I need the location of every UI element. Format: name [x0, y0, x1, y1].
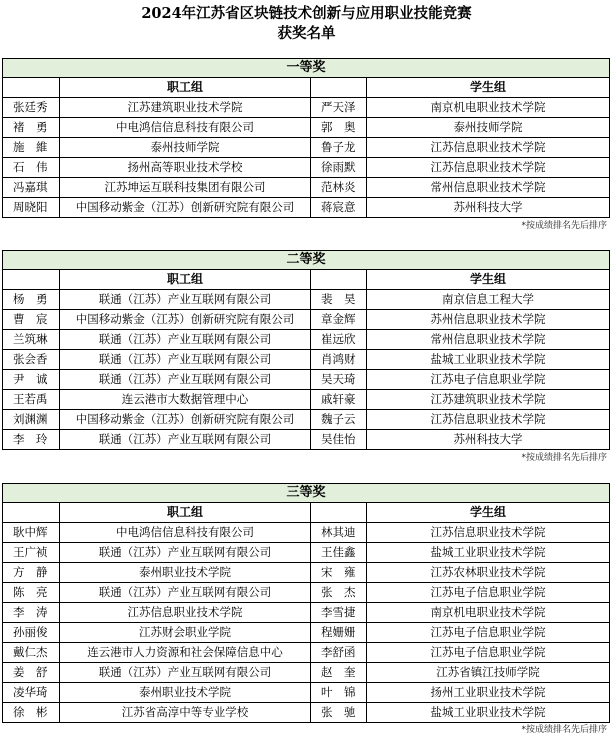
staff-name-cell: 刘渊渊	[3, 410, 60, 430]
staff-org-cell: 联通（江苏）产业互联网有限公司	[60, 290, 311, 310]
student-group-header: 学生组	[367, 503, 610, 523]
student-org-cell: 常州信息职业技术学院	[367, 178, 610, 198]
staff-name-cell: 王若禹	[3, 390, 60, 410]
student-name-cell: 宋 雍	[311, 563, 367, 583]
student-org-cell: 盐城工业职业技术学院	[367, 543, 610, 563]
table-row	[3, 430, 610, 450]
student-name-cell: 崔远欣	[311, 330, 367, 350]
staff-org-cell: 中国移动紫金（江苏）创新研究院有限公司	[60, 410, 311, 430]
student-name-cell: 叶 锦	[311, 683, 367, 703]
staff-name-cell: 方 静	[3, 563, 60, 583]
award-section	[2, 58, 609, 218]
student-org-cell: 南京信息工程大学	[367, 290, 610, 310]
staff-name-cell: 石 伟	[3, 158, 60, 178]
student-org-cell: 江苏建筑职业技术学院	[367, 390, 610, 410]
student-name-cell: 戚轩豪	[311, 390, 367, 410]
staff-org-cell: 联通（江苏）产业互联网有限公司	[60, 663, 311, 683]
document-subtitle: 获奖名单	[277, 25, 336, 42]
staff-group-header: 职工组	[60, 270, 311, 290]
student-name-cell: 章金辉	[311, 310, 367, 330]
table-row	[3, 310, 610, 330]
student-name-cell: 李雪捷	[311, 603, 367, 623]
ranking-note: *按成绩排名先后排序	[521, 725, 607, 735]
staff-name-cell: 王广祯	[3, 543, 60, 563]
staff-name-cell: 兰筑琳	[3, 330, 60, 350]
student-name-cell: 范林炎	[311, 178, 367, 198]
staff-name-cell: 孙丽俊	[3, 623, 60, 643]
staff-group-header: 职工组	[60, 78, 311, 98]
table-row	[3, 663, 610, 683]
table-row	[3, 198, 610, 218]
staff-name-cell: 李 涛	[3, 603, 60, 623]
staff-org-cell: 泰州职业技术学院	[60, 683, 311, 703]
staff-name-cell: 冯嘉琪	[3, 178, 60, 198]
student-group-header: 学生组	[367, 270, 610, 290]
student-name-cell: 王佳鑫	[311, 543, 367, 563]
award-level-heading: 一等奖	[3, 59, 610, 78]
student-name-cell: 肖鸿财	[311, 350, 367, 370]
staff-name-header	[3, 503, 60, 523]
table-row	[3, 563, 610, 583]
staff-org-cell: 联通（江苏）产业互联网有限公司	[60, 330, 311, 350]
table-row	[3, 138, 610, 158]
table-row	[3, 330, 610, 350]
table-row	[3, 390, 610, 410]
award-level-heading: 三等奖	[3, 484, 610, 503]
staff-name-cell: 尹 诚	[3, 370, 60, 390]
staff-name-cell: 戴仁杰	[3, 643, 60, 663]
staff-name-header	[3, 78, 60, 98]
student-org-cell: 苏州科技大学	[367, 198, 610, 218]
award-table	[2, 58, 610, 218]
student-name-cell: 魏子云	[311, 410, 367, 430]
student-org-cell: 江苏电子信息职业学院	[367, 643, 610, 663]
award-table	[2, 250, 610, 450]
student-org-cell: 苏州科技大学	[367, 430, 610, 450]
student-org-cell: 江苏信息职业技术学院	[367, 158, 610, 178]
staff-name-cell: 张廷秀	[3, 98, 60, 118]
award-section	[2, 483, 609, 723]
student-name-header	[311, 503, 367, 523]
staff-org-cell: 连云港市大数据管理中心	[60, 390, 311, 410]
table-row	[3, 703, 610, 723]
staff-org-cell: 扬州高等职业技术学校	[60, 158, 311, 178]
staff-org-cell: 联通（江苏）产业互联网有限公司	[60, 430, 311, 450]
student-org-cell: 江苏电子信息职业学院	[367, 583, 610, 603]
staff-org-cell: 联通（江苏）产业互联网有限公司	[60, 543, 311, 563]
staff-name-cell: 张会香	[3, 350, 60, 370]
staff-name-cell: 褚 勇	[3, 118, 60, 138]
staff-name-cell: 耿中辉	[3, 523, 60, 543]
staff-name-header	[3, 270, 60, 290]
student-org-cell: 江苏信息职业技术学院	[367, 138, 610, 158]
table-row	[3, 603, 610, 623]
staff-org-cell: 泰州职业技术学院	[60, 563, 311, 583]
table-row	[3, 623, 610, 643]
student-org-cell: 盐城工业职业技术学院	[367, 703, 610, 723]
student-name-header	[311, 270, 367, 290]
table-row	[3, 643, 610, 663]
student-name-cell: 蒋宸意	[311, 198, 367, 218]
student-name-cell: 赵 奎	[311, 663, 367, 683]
student-org-cell: 扬州工业职业技术学院	[367, 683, 610, 703]
table-row	[3, 98, 610, 118]
staff-org-cell: 江苏坤运互联科技集团有限公司	[60, 178, 311, 198]
document-title: 2024年江苏省区块链技术创新与应用职业技能竞赛	[141, 5, 472, 22]
award-section	[2, 250, 609, 450]
staff-name-cell: 徐 彬	[3, 703, 60, 723]
student-name-cell: 郭 奥	[311, 118, 367, 138]
staff-org-cell: 江苏建筑职业技术学院	[60, 98, 311, 118]
student-org-cell: 苏州信息职业技术学院	[367, 310, 610, 330]
staff-org-cell: 中国移动紫金（江苏）创新研究院有限公司	[60, 198, 311, 218]
student-name-header	[311, 78, 367, 98]
student-org-cell: 江苏农林职业技术学院	[367, 563, 610, 583]
staff-org-cell: 中国移动紫金（江苏）创新研究院有限公司	[60, 310, 311, 330]
staff-name-cell: 杨 勇	[3, 290, 60, 310]
student-org-cell: 泰州技师学院	[367, 118, 610, 138]
student-name-cell: 林其迪	[311, 523, 367, 543]
table-row	[3, 410, 610, 430]
staff-org-cell: 江苏省高淳中等专业学校	[60, 703, 311, 723]
staff-org-cell: 泰州技师学院	[60, 138, 311, 158]
student-org-cell: 江苏信息职业技术学院	[367, 523, 610, 543]
staff-name-cell: 李 玲	[3, 430, 60, 450]
table-row	[3, 118, 610, 138]
award-level-heading: 二等奖	[3, 251, 610, 270]
student-name-cell: 张 杰	[311, 583, 367, 603]
student-name-cell: 吴佳怡	[311, 430, 367, 450]
award-table	[2, 483, 610, 723]
staff-org-cell: 联通（江苏）产业互联网有限公司	[60, 350, 311, 370]
student-org-cell: 南京机电职业技术学院	[367, 603, 610, 623]
student-org-cell: 江苏信息职业技术学院	[367, 410, 610, 430]
student-group-header: 学生组	[367, 78, 610, 98]
staff-org-cell: 中电鸿信信息科技有限公司	[60, 118, 311, 138]
student-org-cell: 江苏省镇江技师学院	[367, 663, 610, 683]
student-name-cell: 徐雨默	[311, 158, 367, 178]
staff-name-cell: 施 維	[3, 138, 60, 158]
staff-org-cell: 江苏财会职业学院	[60, 623, 311, 643]
table-row	[3, 290, 610, 310]
table-row	[3, 523, 610, 543]
table-row	[3, 583, 610, 603]
staff-group-header: 职工组	[60, 503, 311, 523]
student-name-cell: 严天泽	[311, 98, 367, 118]
student-name-cell: 鲁子龙	[311, 138, 367, 158]
student-name-cell: 张 驰	[311, 703, 367, 723]
student-org-cell: 常州信息职业技术学院	[367, 330, 610, 350]
staff-org-cell: 江苏信息职业技术学院	[60, 603, 311, 623]
table-row	[3, 683, 610, 703]
ranking-note: *按成绩排名先后排序	[521, 221, 607, 231]
staff-org-cell: 中电鸿信信息科技有限公司	[60, 523, 311, 543]
staff-name-cell: 凌华琦	[3, 683, 60, 703]
table-row	[3, 350, 610, 370]
table-row	[3, 543, 610, 563]
staff-org-cell: 连云港市人力资源和社会保障信息中心	[60, 643, 311, 663]
table-row	[3, 370, 610, 390]
staff-name-cell: 周晓阳	[3, 198, 60, 218]
table-row	[3, 158, 610, 178]
student-org-cell: 江苏电子信息职业学院	[367, 370, 610, 390]
student-org-cell: 江苏电子信息职业学院	[367, 623, 610, 643]
ranking-note: *按成绩排名先后排序	[521, 453, 607, 463]
student-name-cell: 程姗姗	[311, 623, 367, 643]
staff-name-cell: 曹 宸	[3, 310, 60, 330]
staff-name-cell: 姜 舒	[3, 663, 60, 683]
staff-org-cell: 联通（江苏）产业互联网有限公司	[60, 583, 311, 603]
student-org-cell: 盐城工业职业技术学院	[367, 350, 610, 370]
staff-org-cell: 联通（江苏）产业互联网有限公司	[60, 370, 311, 390]
table-row	[3, 178, 610, 198]
staff-name-cell: 陈 亮	[3, 583, 60, 603]
student-name-cell: 吴天琦	[311, 370, 367, 390]
student-name-cell: 裴 昊	[311, 290, 367, 310]
student-org-cell: 南京机电职业技术学院	[367, 98, 610, 118]
student-name-cell: 李舒函	[311, 643, 367, 663]
